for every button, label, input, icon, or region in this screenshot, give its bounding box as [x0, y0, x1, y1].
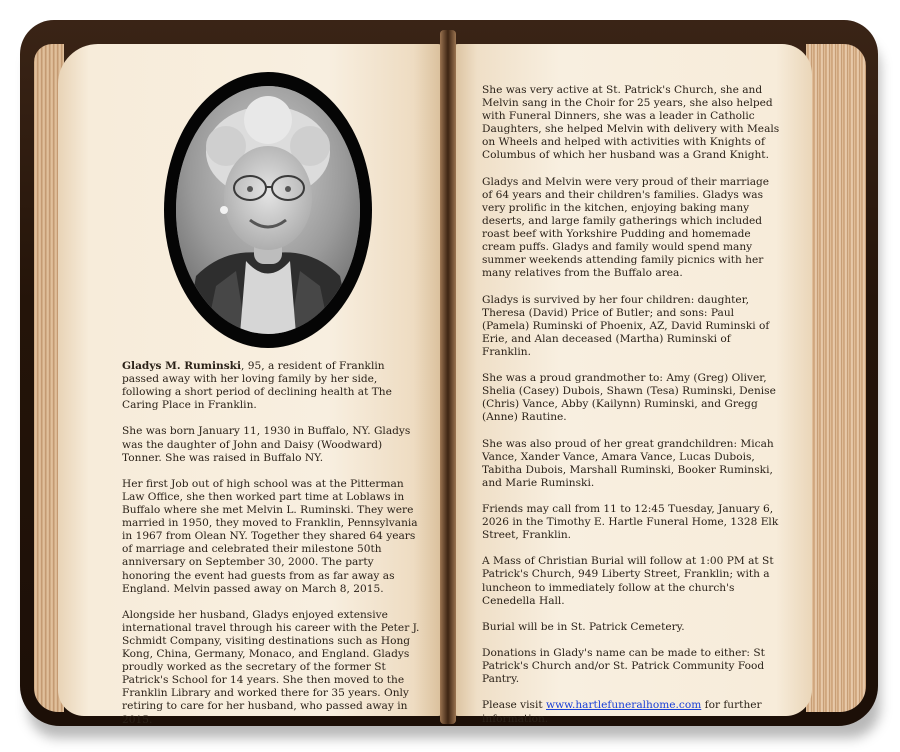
- left-column-text: [122, 360, 422, 740]
- intro-text: , 95, a resident of Franklin passed away with her loving family by her side, following a short period of declining health at The Caring Place in Franklin.: [122, 360, 392, 412]
- obituary-intro: [122, 360, 422, 412]
- paragraph-grandchildren: She was a proud grandmother to: Amy (Greg) Oliver, Shelia (Casey) Dubois, Shawn (Tesa) Ruminski, Denise (Chris) Vance, Abby (Kailynn) Ruminski, and Gregg (Anne) Rautine.: [482, 372, 776, 424]
- visit-prefix: Please visit: [482, 699, 546, 712]
- paragraph-church: She was very active at St. Patrick's Church, she and Melvin sang in the Choir for 25 years, she also helped with Funeral Dinners, she was a leader in Catholic Daughters, she helped Melvin with delivery with Meals on Wheels and helped with activities with Knights of Columbus of which her husband was a Grand Knight.: [482, 84, 780, 162]
- paragraph-burial: Burial will be in St. Patrick Cemetery.: [482, 620, 685, 633]
- paragraph-mass: A Mass of Christian Burial will follow at 1:00 PM at St Patrick's Church, 949 Liberty Street, Franklin; with a luncheon to immediately follow at the church's Cenedella Hall.: [482, 555, 774, 607]
- paragraph-visit: [482, 699, 782, 725]
- page-edges-right: [806, 44, 866, 712]
- paragraph-great-grandchildren: She was also proud of her great grandchildren: Micah Vance, Xander Vance, Amara Vance, Lucas Dubois, Tabitha Dubois, Marshall Ruminski, Booker Ruminski, and Marie Ruminski.: [482, 437, 774, 489]
- visit-suffix: for further information.: [482, 699, 762, 725]
- portrait-illustration: [176, 86, 360, 334]
- right-column-text: [482, 84, 782, 739]
- paragraph-family-life: Gladys and Melvin were very proud of their marriage of 64 years and their children's families. Gladys was very prolific in the kitchen, enjoying baking many deserts, and large family gatherings which included roast beef with Yorkshire Pudding and homemade cream puffs. Gladys and family would spend many summer weekends attending family picnics with her many relatives from the Buffalo area.: [482, 175, 770, 280]
- paragraph-travel-work: Alongside her husband, Gladys enjoyed extensive international travel through his career with the Peter J. Schmidt Company, visiting destinations such as Hong Kong, China, Germany, Monaco, and England. Gladys proudly worked as the secretary of the former St Patrick's School for 14 years. She then moved to the Franklin Library and worked there for 35 years. Only retiring to care for her husband, who passed away in 2015.: [122, 608, 420, 726]
- book-spine: [440, 30, 456, 724]
- paragraph-survivors: Gladys is survived by her four children: daughter, Theresa (David) Price of Butler; and sons: Paul (Pamela) Ruminski of Phoenix, AZ, David Ruminski of Erie, and Alan deceased (Martha) Ruminski of Franklin.: [482, 293, 770, 358]
- paragraph-career-marriage: Her first Job out of high school was at the Pitterman Law Office, she then worked part time at Loblaws in Buffalo where she met Melvin L. Ruminski. They were married in 1950, they moved to Franklin, Pennsylvania in 1967 from Olean NY. Together they shared 64 years of marriage and celebrated their milestone 50th anniversary on September 30, 2000. The party honoring the event had guests from as far away as England. Melvin passed away on March 8, 2015.: [122, 477, 418, 595]
- paragraph-donations: Donations in Glady's name can be made to either: St Patrick's Church and/or St. Patrick Community Food Pantry.: [482, 647, 765, 686]
- deceased-name: Gladys M. Ruminski: [122, 360, 242, 372]
- paragraph-birth: She was born January 11, 1930 in Buffalo, NY. Gladys was the daughter of John and Daisy (Woodward) Tonner. She was raised in Buffalo NY.: [122, 425, 411, 464]
- funeral-home-link[interactable]: www.hartlefuneralhome.com: [546, 699, 702, 712]
- portrait-photo: [176, 86, 360, 334]
- paragraph-visitation: Friends may call from 11 to 12:45 Tuesday, January 6, 2026 in the Timothy E. Hartle Funeral Home, 1328 Elk Street, Franklin.: [482, 503, 779, 542]
